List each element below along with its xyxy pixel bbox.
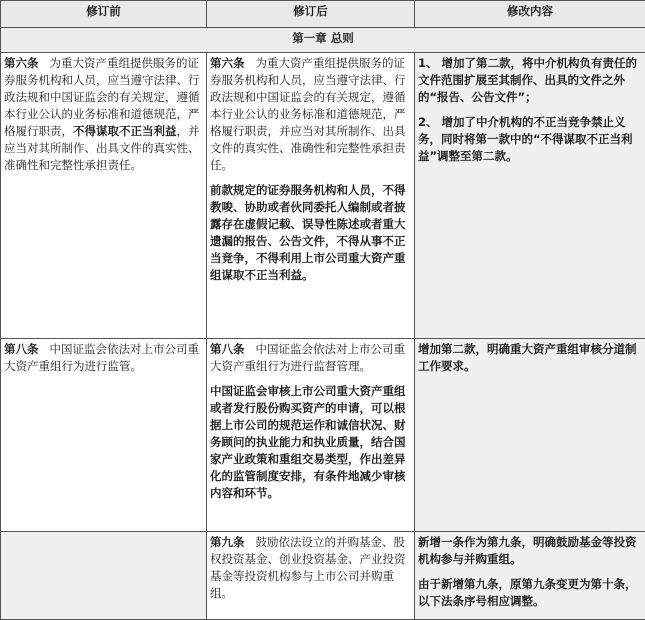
- article-label: 第六条: [210, 56, 245, 70]
- before-cell: [1, 53, 207, 339]
- changes-cell: [415, 53, 645, 339]
- article-label: 第八条: [4, 342, 39, 356]
- change-item: 由于新增第九条，原第九条变更为第十条，以下法条序号相应调整。: [418, 576, 642, 610]
- before-article-6: [4, 55, 203, 174]
- after-article-6: [210, 55, 411, 174]
- after-text: 鼓励依法设立的并购基金、股权投资基金、创业投资基金、产业投资基金等投资机构参与上市公司并购重组。: [210, 535, 406, 600]
- article-label: 第九条: [210, 535, 245, 549]
- before-text: 中国证监会依法对上市公司重大资产重组行为进行监管。: [4, 342, 199, 373]
- after-article-6-para2: 前款规定的证券服务机构和人员，不得教唆、协助或者伙同委托人编制或者披露存在虚假记载、误导性陈述或者重大遗漏的报告、公告文件，不得从事不正当竞争，不得利用上市公司重大资产重组谋取不正当利益。: [210, 182, 411, 284]
- before-article-8: [4, 341, 203, 375]
- table-row: [1, 53, 645, 339]
- change-item: 1、 增加了第二款，将中介机构负有责任的文件范围扩展至其制作、出具的文件之外的“报告、公告文件”；: [418, 55, 642, 106]
- after-cell: [207, 53, 415, 339]
- changes-cell: [415, 339, 645, 532]
- change-item: 增加第二款，明确重大资产重组审核分道制工作要求。: [418, 341, 642, 375]
- after-cell: [207, 339, 415, 532]
- changes-cell: [415, 532, 645, 620]
- change-item: 2、 增加了中介机构的不正当竞争禁止义务，同时将第一款中的“不得谋取不正当利益”调整至第二款。: [418, 114, 642, 165]
- before-text: 为重大资产重组提供服务的证券服务机构和人员，应当遵守法律、行政法规和中国证监会的有关规定，遵循本行业公认的业务标准和道德规范，严格履行职责，: [4, 56, 200, 138]
- before-text-tail: ，并应当对其所制作、出具文件的真实性、准确性和完整性承担责任。: [4, 124, 200, 172]
- table-row: [1, 532, 645, 620]
- header-row: [1, 1, 645, 28]
- change-item: 新增一条作为第九条，明确鼓励基金等投资机构参与并购重组。: [418, 534, 642, 568]
- after-text: 为重大资产重组提供服务的证券服务机构和人员，应当遵守法律、行政法规和中国证监会的有关规定，遵循本行业公认的业务标准和道德规范，严格履行职责，并应当对其所制作、出具文件的真实性、准确性和完整性承担责任。: [210, 56, 406, 172]
- after-article-9: [210, 534, 411, 602]
- before-bold-text: 不得谋取不正当利益: [73, 124, 177, 138]
- header-before: 修订前: [1, 1, 207, 28]
- header-after: 修订后: [207, 1, 415, 28]
- before-cell: [1, 339, 207, 532]
- chapter-title: 第一章 总则: [1, 28, 645, 53]
- header-changes: 修改内容: [415, 1, 645, 28]
- table-row: [1, 339, 645, 532]
- after-cell: [207, 532, 415, 620]
- after-article-8: [210, 341, 411, 375]
- before-cell-empty: [1, 532, 207, 620]
- after-text: 中国证监会依法对上市公司重大资产重组行为进行监督管理。: [210, 342, 405, 373]
- after-article-8-para2: 中国证监会审核上市公司重大资产重组或者发行股份购买资产的申请，可以根据上市公司的规范运作和诚信状况、财务顾问的执业能力和执业质量，结合国家产业政策和重组交易类型，作出差异化的监管制度安排，有条件地减少审核内容和环节。: [210, 383, 411, 502]
- chapter-row: [1, 28, 645, 53]
- article-label: 第八条: [210, 342, 245, 356]
- article-label: 第六条: [4, 56, 39, 70]
